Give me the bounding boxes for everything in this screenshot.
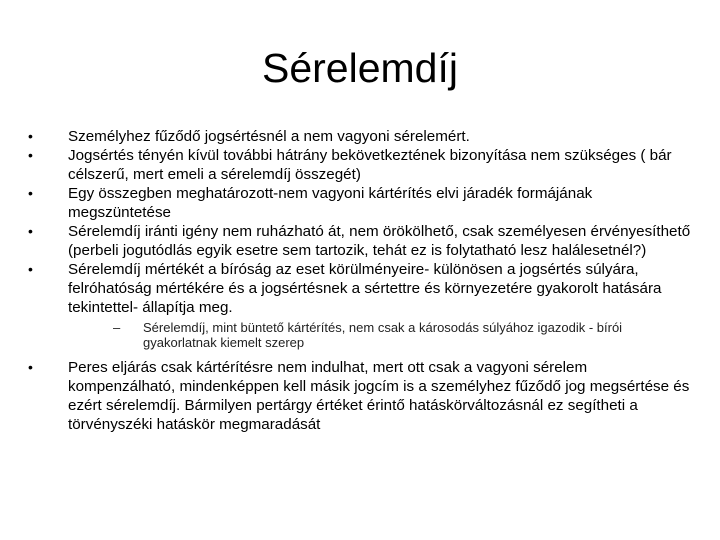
list-item (28, 184, 692, 222)
dash-icon: – (113, 320, 121, 335)
list-item-text: Peres eljárás csak kártérítésre nem indulhat, mert ott csak a vagyoni sérelem kompenzálható, mindenképpen kell másik jogcím is a személyhez fűződő jog megsértése és ezért sérelemdíj. Bármilyen pertárgy értéket érintő hatáskörváltozásnál ez segítheti a törvényszéki hatáskör megmaradását (68, 359, 690, 433)
bullet-icon: • (28, 185, 33, 201)
list-item (28, 358, 692, 434)
bullet-icon: • (28, 128, 33, 144)
list-item (28, 260, 692, 358)
spacer (68, 350, 692, 358)
bullet-icon: • (28, 261, 33, 277)
list-item (28, 146, 692, 184)
bullet-list (28, 127, 692, 434)
sub-list-item (68, 320, 692, 350)
list-item-text: Sérelemdíj mértékét a bíróság az eset körülményeire- különösen a jogsértés súlyára, felróhatóság mértékére és a jogsértésnek a sértettre és környezetére gyakorolt hatására tekintettel- állapítja meg. (68, 261, 662, 316)
list-item-text: Sérelemdíj iránti igény nem ruházható át, nem örökölhető, csak személyesen érvényesíthető (perbeli jogutódlás egyik esetre sem tartozik, tehát ez is folytatható lesz halálesetnél?) (68, 223, 691, 259)
list-item (28, 222, 692, 260)
bullet-icon: • (28, 223, 33, 239)
list-item-text: Jogsértés tényén kívül további hátrány bekövetkeztének bizonyítása nem szükséges ( bár célszerű, mert emeli a sérelemdíj összegét) (68, 147, 672, 183)
sub-list (68, 320, 692, 350)
list-item-text: Személyhez fűződő jogsértésnél a nem vagyoni sérelemért. (68, 128, 470, 145)
sub-list-item-text: Sérelemdíj, mint büntető kártérítés, nem csak a károsodás súlyához igazodik - bírói gyakorlatnak kiemelt szerep (143, 320, 623, 350)
slide-content (28, 127, 692, 434)
bullet-icon: • (28, 147, 33, 163)
list-item-text: Egy összegben meghatározott-nem vagyoni kártérítés elvi járadék formájának megszüntetése (68, 185, 593, 221)
bullet-icon: • (28, 359, 33, 375)
list-item (28, 127, 692, 146)
slide-title: Sérelemdíj (262, 45, 458, 91)
